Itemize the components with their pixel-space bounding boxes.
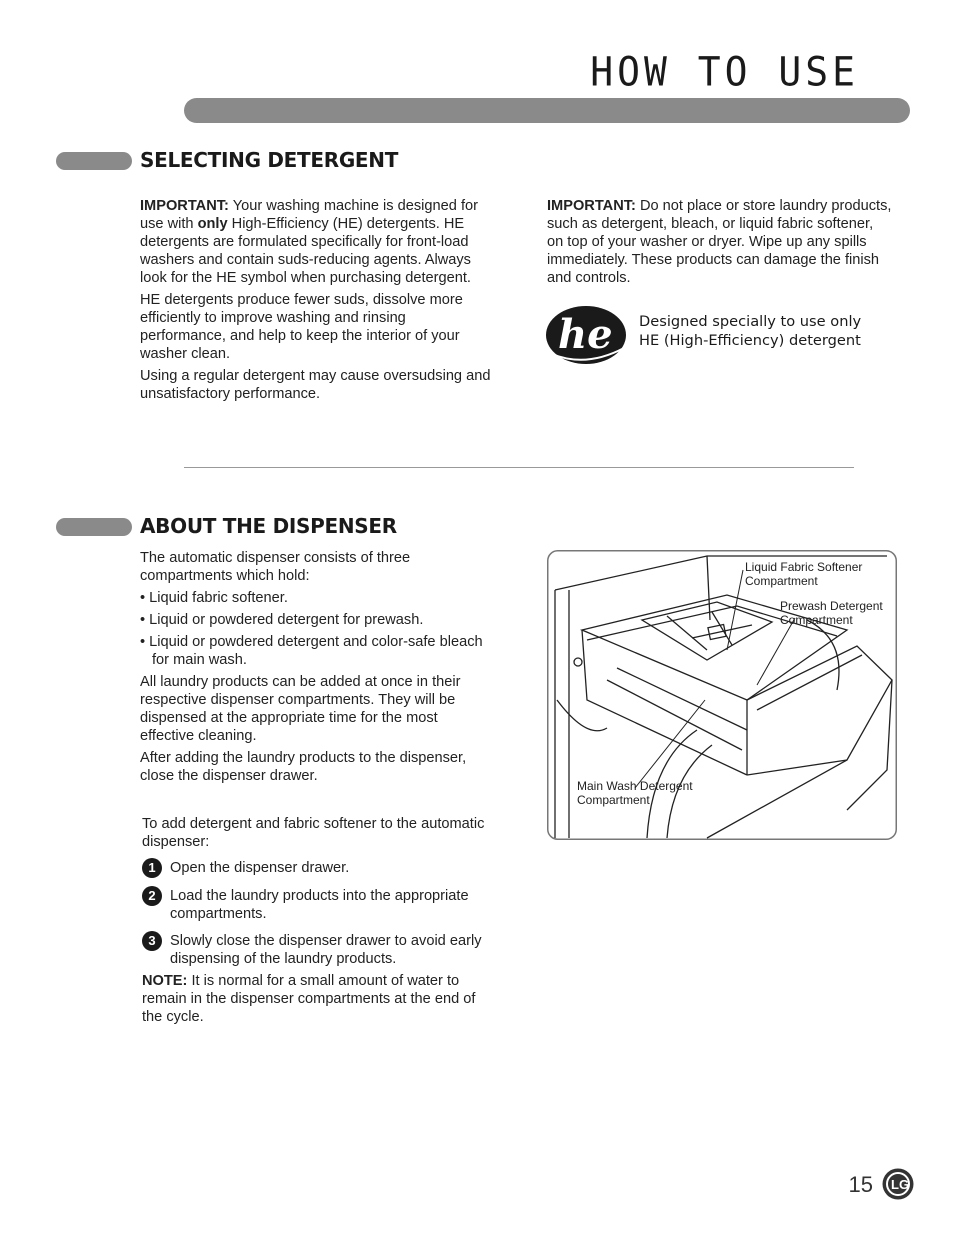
dispenser-steps: [142, 815, 492, 1030]
section-marker: [56, 152, 132, 170]
step-text: Load the laundry products into the appropriate compartments.: [170, 888, 469, 922]
step-item: [142, 859, 492, 878]
selecting-important-note: IMPORTANT: Do not place or store laundry products, such as detergent, bleach, or liquid fabric softener, on top of your washer or dryer. Wipe up any spills immediately. These products can damage the finish and controls.: [547, 198, 892, 286]
step-number-badge: 3: [142, 931, 162, 951]
he-logo-icon: [546, 304, 630, 368]
dispenser-drawer-illustration: [547, 550, 897, 840]
page-number: 15: [848, 1172, 873, 1197]
step-item: [142, 887, 492, 923]
he-logo-mark: he: [558, 311, 613, 358]
he-caption: Designed specially to use only HE (High-Efficiency) detergent: [639, 313, 862, 349]
header-bar: [184, 98, 910, 123]
page-title: HOW TO USE: [590, 48, 859, 96]
steps-intro: To add detergent and fabric softener to the automatic dispenser:: [142, 816, 485, 850]
lg-logo-text: LG: [891, 1177, 910, 1192]
section-marker: [56, 518, 132, 536]
callout-mainwash-line1: Main Wash Detergent: [577, 779, 693, 793]
selecting-paragraph-2: HE detergents produce fewer suds, dissolve more efficiently to improve washing and rinsing performance, and help to keep the interior of your washer clean.: [140, 292, 463, 362]
section-heading-selecting: SELECTING DETERGENT: [140, 148, 399, 172]
dispenser-note: NOTE: It is normal for a small amount of water to remain in the dispenser compartments at the end of the cycle.: [142, 973, 476, 1025]
list-item: • Liquid or powdered detergent for prewash.: [140, 612, 424, 628]
dispenser-text-column: [140, 549, 485, 789]
list-item: • Liquid or powdered detergent and color-safe bleach for main wash.: [140, 634, 483, 668]
list-item: • Liquid fabric softener.: [140, 590, 288, 606]
lg-logo-icon: [882, 1168, 914, 1200]
selecting-paragraph-1: IMPORTANT: Your washing machine is designed for use with only High-Efficiency (HE) detergents. HE detergents are formulated specifically for front-load washers and contain suds-reducing agents. Always look for the HE symbol when purchasing detergent.: [140, 198, 478, 286]
dispenser-diagram: [547, 550, 897, 840]
callout-prewash-line2: Compartment: [780, 613, 853, 627]
selecting-paragraph-3: Using a regular detergent may cause oversudsing and unsatisfactory performance.: [140, 368, 491, 402]
selecting-left-column: [140, 197, 495, 407]
step-number-badge: 2: [142, 886, 162, 906]
section-heading-dispenser: ABOUT THE DISPENSER: [140, 514, 397, 538]
dispenser-paragraph-all: All laundry products can be added at once in their respective dispenser compartments. They will be dispensed at the appropriate time for the most effective cleaning.: [140, 674, 461, 744]
step-text: Open the dispenser drawer.: [170, 860, 350, 876]
callout-prewash-line1: Prewash Detergent: [780, 599, 883, 613]
step-text: Slowly close the dispenser drawer to avoid early dispensing of the laundry products.: [170, 933, 482, 967]
step-item: [142, 932, 492, 968]
selecting-right-column: [547, 197, 892, 291]
callout-softener-line1: Liquid Fabric Softener: [745, 560, 863, 574]
callout-softener-line2: Compartment: [745, 574, 818, 588]
dispenser-intro: The automatic dispenser consists of three compartments which hold:: [140, 550, 411, 584]
step-number-badge: 1: [142, 858, 162, 878]
callout-mainwash-line2: Compartment: [577, 793, 650, 807]
section-divider: [184, 467, 854, 468]
dispenser-paragraph-after: After adding the laundry products to the dispenser, close the dispenser drawer.: [140, 750, 467, 784]
